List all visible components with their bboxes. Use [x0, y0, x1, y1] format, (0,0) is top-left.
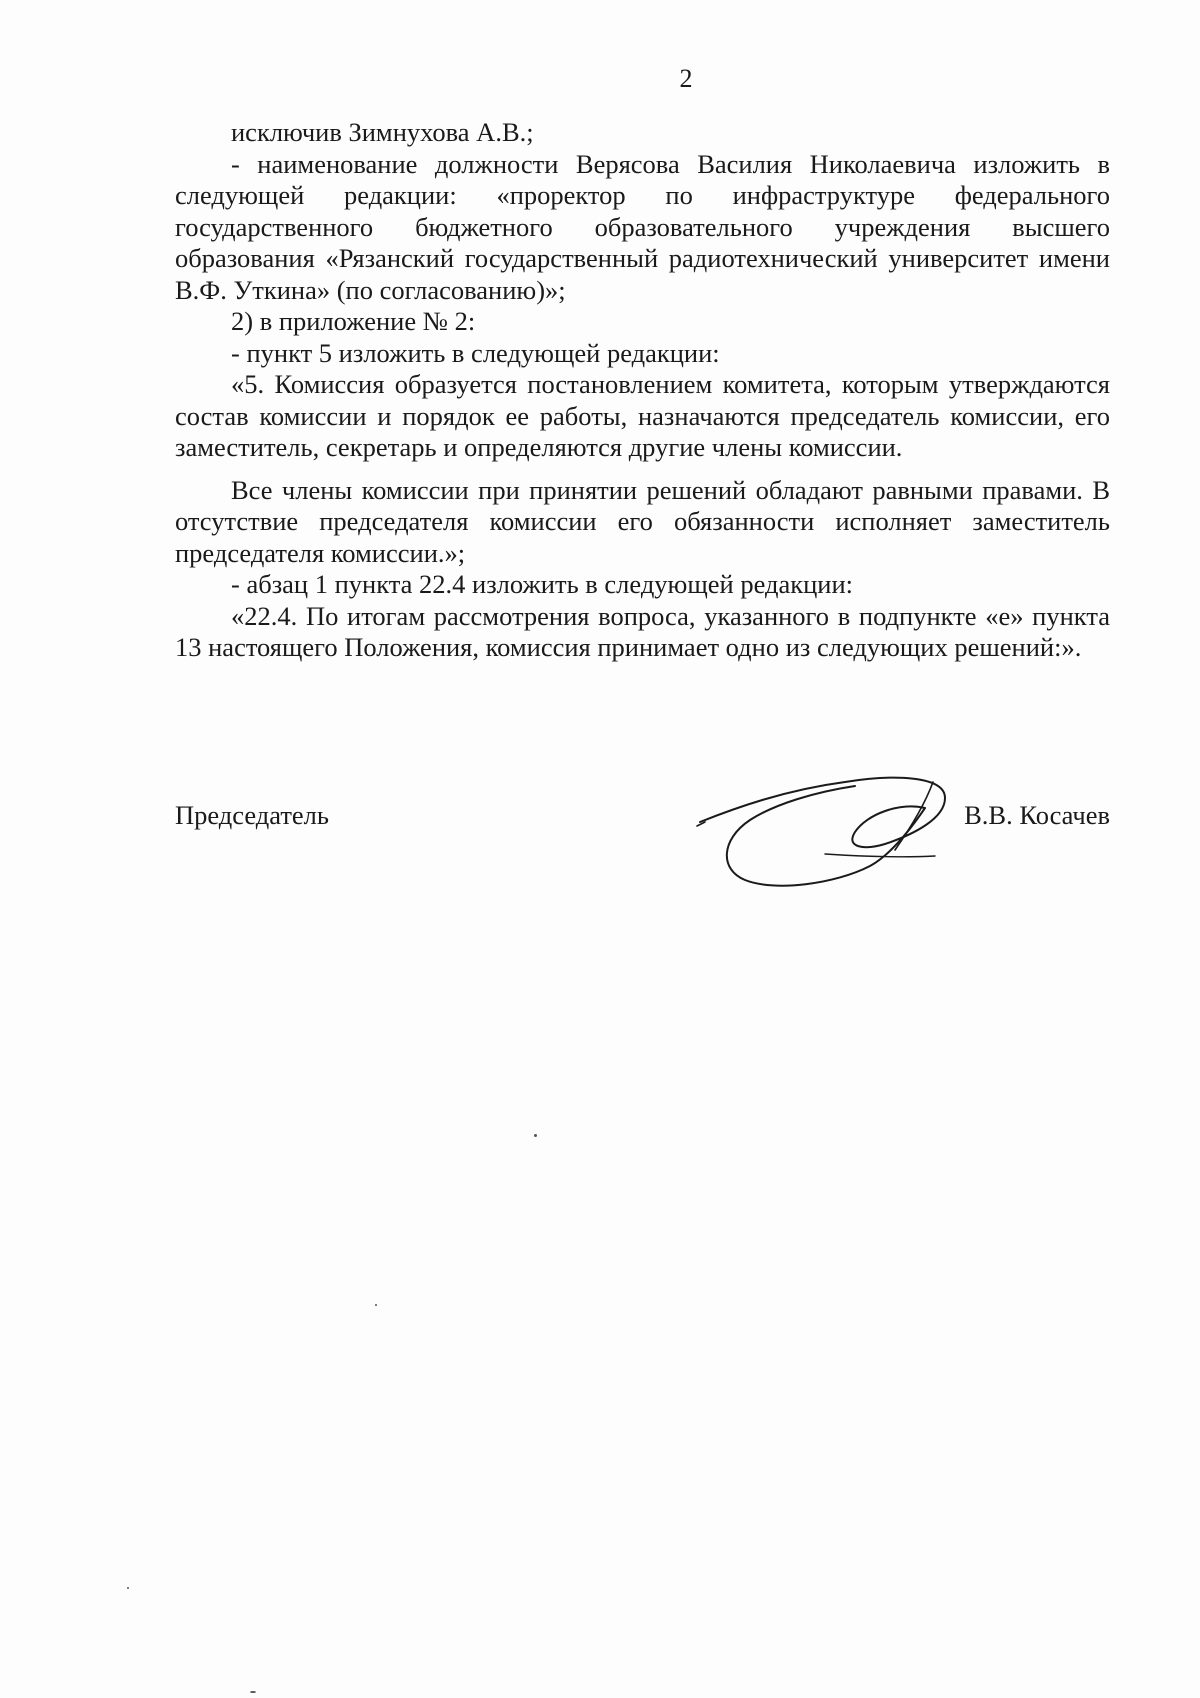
signatory-role: Председатель	[175, 800, 329, 830]
scan-speck	[127, 1587, 129, 1589]
paragraph-item-22-4-text: «22.4. По итогам рассмотрения вопроса, указанного в подпункте «е» пункта 13 настоящего Положения, комиссия принимает одно из следующих решений:».	[175, 600, 1110, 662]
scan-speck	[250, 1691, 256, 1693]
paragraph-position-title: - наименование должности Верясова Василия Николаевича изложить в следующей редакции: «проректор по инфраструктуре федерального государственного бюджетного образовательного учреждения высшего образования «Рязанский государственный радиотехнический университет имени В.Ф. Уткина» (по согласованию)»;	[175, 148, 1110, 305]
paragraph-item-5-intro: - пункт 5 изложить в следующей редакции:	[231, 337, 720, 368]
paragraph-item-22-4-intro: - абзац 1 пункта 22.4 изложить в следующей редакции:	[231, 569, 854, 599]
paragraph-equal-rights: Все члены комиссии при принятии решений обладают равными правами. В отсутствие председателя комиссии его обязанности исполняет заместитель председателя комиссии.»;	[175, 474, 1110, 568]
scan-speck	[375, 1304, 377, 1306]
signatory-name: В.В. Косачев	[964, 800, 1110, 830]
signature-block	[175, 800, 1110, 840]
scan-speck	[534, 1134, 537, 1137]
document-body	[175, 117, 1110, 664]
page-number: 2	[679, 64, 693, 93]
paragraph-item-5-text: «5. Комиссия образуется постановлением комитета, которым утверждаются состав комиссии и порядок ее работы, назначаются председатель комиссии, его заместитель, секретарь и определяются другие члены комиссии.	[175, 369, 1110, 462]
paragraph-exclusion: исключив Зимнухова А.В.;	[231, 117, 534, 147]
paragraph-appendix-2: 2) в приложение № 2:	[231, 306, 476, 336]
handwritten-signature	[695, 760, 965, 900]
